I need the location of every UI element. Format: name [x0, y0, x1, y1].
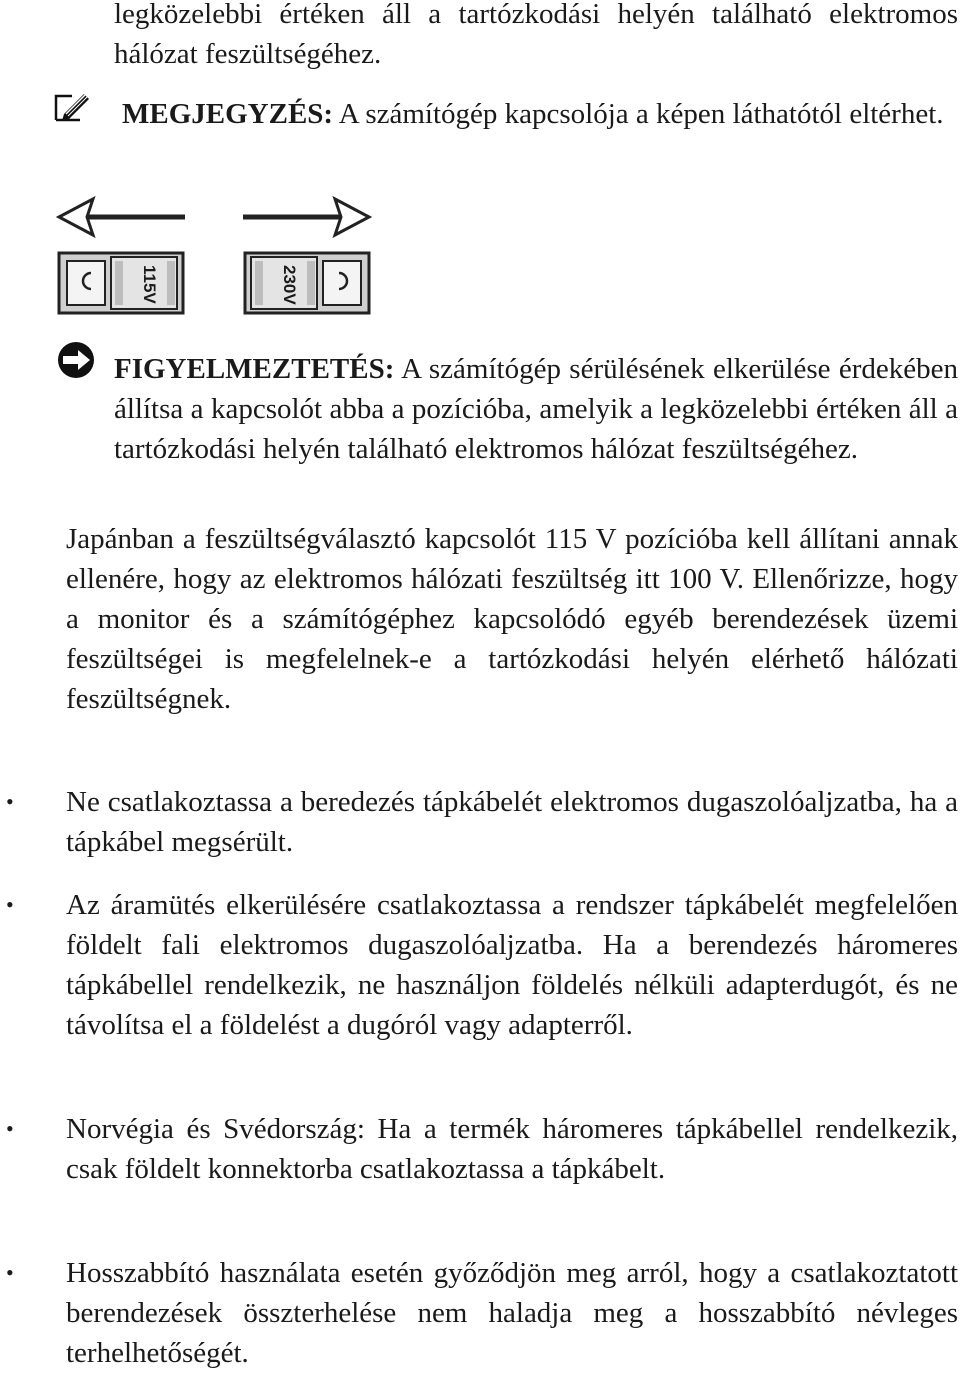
list-item-text: Norvégia és Svédország: Ha a termék háromeres tápkábellel rendelkezik, csak földelt konnektorba csatlakoztassa a tápkábelt.	[66, 1113, 958, 1185]
voltage-switch-figure	[55, 195, 375, 320]
switch-115v	[59, 253, 183, 313]
switch-label-230v: 230V	[280, 265, 299, 305]
intro-paragraph: legközelebbi értéken áll a tartózkodási helyén található elektromos hálózat feszültségéhez.	[114, 0, 958, 70]
bullet-icon: •	[6, 1116, 14, 1141]
switch-label-115v: 115V	[140, 265, 159, 304]
right-arrow-icon	[243, 199, 369, 235]
note-label: MEGJEGYZÉS:	[122, 98, 334, 130]
warning-label: FIGYELMEZTETÉS:	[114, 353, 395, 385]
list-item-text: Ne csatlakoztassa a beredezés tápkábelét elektromos dugaszolóaljzatba, ha a tápkábel megsérült.	[66, 786, 958, 858]
list-item-text: Az áramütés elkerülésére csatlakoztassa a rendszer tápkábelét megfelelően földelt fali elektromos dugaszolóaljzatba. Ha a berendezés háromeres tápkábellel rendelkezik, ne használjon földelés nélküli adapterdugót, és ne távolítsa el a földelést a dugóról vagy adapterről.	[66, 889, 958, 1041]
bullet-icon: •	[6, 892, 14, 917]
left-arrow-icon	[59, 199, 185, 235]
note-text: A számítógép kapcsolója a képen láthatótól eltérhet.	[333, 98, 944, 130]
bullet-icon: •	[6, 1260, 14, 1285]
warning-paragraph	[114, 349, 958, 469]
switch-230v	[245, 253, 369, 313]
pencil-note-icon	[52, 90, 92, 126]
bullet-icon: •	[6, 789, 14, 814]
warning-text: A számítógép sérülésének elkerülése érdekében állítsa a kapcsolót abba a pozícióba, amelyik a legközelebbi értéken áll a tartózkodási helyén található elektromos hálózat feszültségéhez.	[114, 353, 958, 465]
list-item-text: Hosszabbító használata esetén győződjön meg arról, hogy a csatlakoztatott berendezések összterhelése nem haladja meg a hosszabbító névleges terhelhetőségét.	[66, 1257, 958, 1369]
note-paragraph	[122, 94, 958, 134]
japan-voltage-paragraph: Japánban a feszültségválasztó kapcsolót 115 V pozícióba kell állítani annak ellenére, hogy az elektromos hálózati feszültség itt 100 V. Ellenőrizze, hogy a monitor és a számítógéphez kapcsolódó egyéb berendezések üzemi feszültségei is megfelelnek-e a tartózkodási helyén elérhető hálózati feszültségnek.	[66, 523, 958, 715]
warning-arrow-icon	[56, 340, 96, 380]
